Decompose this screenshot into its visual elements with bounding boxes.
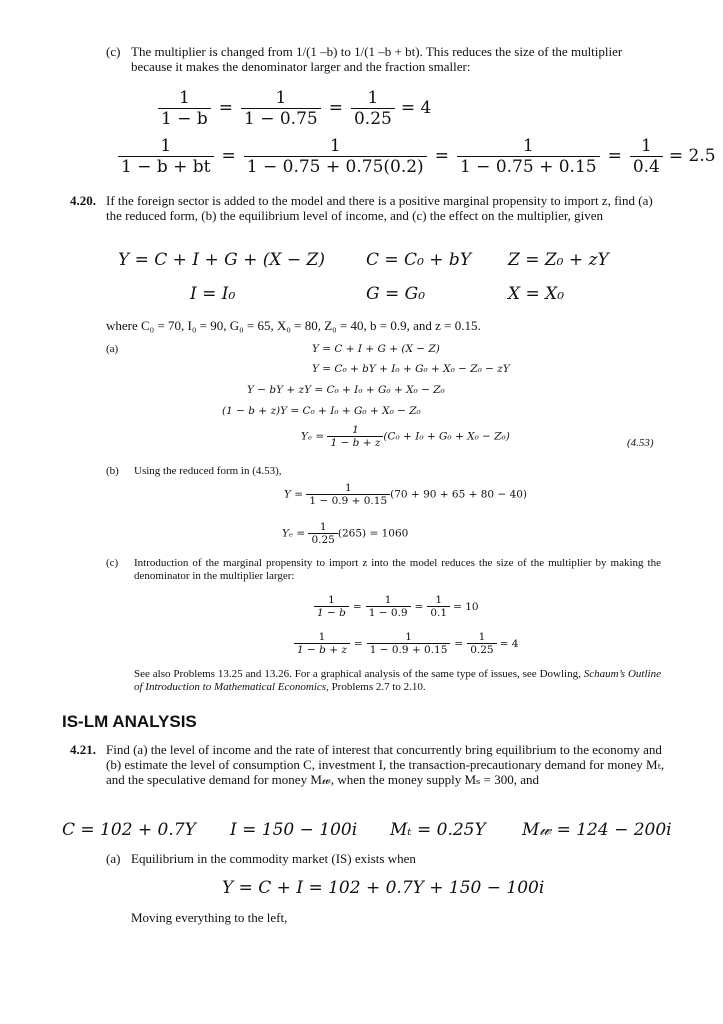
reduced-form-eq: Yₑ = $\frac{1}{1 - b + z}$ (C₀ + I₀ + G₀ + X₀ − Z₀): [301, 424, 510, 449]
model-eq-z: Z = Z₀ + zY: [508, 250, 609, 270]
multiplier-eq-2: $\frac{1}{1 - b + bt}$ = $\frac{1}{1 - 0.75 + 0.75(0.2)}$ = $\frac{1}{1 - 0.75 + 0.15}$ = $\frac{1}{0.4}$ = 2.5: [118, 136, 716, 177]
part-a-text: Equilibrium in the commodity market (IS) exists when: [131, 851, 416, 866]
model-eq-c: C = C₀ + bY: [366, 250, 472, 270]
consumption-eq: C = 102 + 0.7Y: [62, 820, 196, 840]
problem-4-20: [70, 193, 670, 223]
model-eq-y: Y = C + I + G + (X − Z): [118, 250, 325, 270]
derivation-line-4: (1 − b + z)Y = C₀ + I₀ + G₀ + X₀ − Z₀: [222, 405, 421, 417]
part-a-label: (a): [106, 851, 121, 866]
income-eq: Y = $\frac{1}{1 - 0.9 + 0.15}$ (70 + 90 + 65 + 80 − 40): [284, 482, 528, 507]
speculative-demand-eq: M𝓌 = 124 − 200i: [522, 820, 672, 840]
multiplier-eq-1: $\frac{1}{1 - b}$ = $\frac{1}{1 - 0.75}$ = $\frac{1}{0.25}$ = 4: [158, 88, 431, 129]
derivation-line-1: Y = C + I + G + (X − Z): [312, 343, 440, 355]
multiplier-compare-eq-1: $\frac{1}{1 - b}$ = $\frac{1}{1 - 0.9}$ = $\frac{1}{0.1}$ = 10: [314, 594, 479, 619]
investment-eq: I = 150 − 100i: [230, 820, 358, 840]
part-c-text: Introduction of the marginal propensity to import z into the model reduces the size of the multiplier by making the denominator in the multiplier larger:: [134, 557, 661, 582]
model-eq-g: G = G₀: [366, 284, 426, 304]
see-also-note: See also Problems 13.25 and 13.26. For a graphical analysis of the same type of issues, see Dowling, Schaum’s Outline of Introduction to Mathematical Economics, Problems 2.7 to 2.10.: [134, 668, 661, 693]
problem-number: 4.21.: [70, 742, 96, 757]
section-heading: IS-LM ANALYSIS: [62, 712, 197, 731]
is-equation: Y = C + I = 102 + 0.7Y + 150 − 100i: [222, 878, 545, 898]
part-c-top-text: The multiplier is changed from 1/(1 –b) to 1/(1 –b + bt). This reduces the size of the multiplier because it makes the denominator larger and the fraction smaller:: [131, 44, 623, 74]
multiplier-compare-eq-2: $\frac{1}{1 - b + z}$ = $\frac{1}{1 - 0.9 + 0.15}$ = $\frac{1}{0.25}$ = 4: [294, 631, 518, 656]
part-c-top: [106, 44, 666, 74]
transaction-demand-eq: Mₜ = 0.25Y: [390, 820, 486, 840]
part-c-label: (c): [106, 557, 119, 569]
derivation-line-3: Y − bY + zY = C₀ + I₀ + G₀ + X₀ − Z₀: [247, 384, 445, 396]
derivation-line-2: Y = C₀ + bY + I₀ + G₀ + X₀ − Z₀ − zY: [312, 363, 510, 375]
problem-text: Find (a) the level of income and the rate of interest that concurrently bring equilibrium to the economy and (b) estimate the level of consumption C, investment I, the transaction-precautionary demand for money Mₜ, and the speculative demand for money M𝓌, when the money supply Mₛ = 300, and: [106, 742, 665, 787]
part-a-label: (a): [106, 343, 119, 355]
equilibrium-income-eq: Yₑ = $\frac{1}{0.25}$ (265) = 1060: [282, 521, 409, 546]
moving-text: Moving everything to the left,: [131, 910, 288, 925]
model-eq-i: I = I₀: [190, 284, 236, 304]
part-b-label: (b): [106, 465, 119, 477]
problem-number: 4.20.: [70, 193, 96, 208]
where-values: where C₀ = 70, I₀ = 90, G₀ = 65, X₀ = 80, Z₀ = 40, b = 0.9, and z = 0.15.: [106, 318, 481, 333]
part-c: [106, 557, 661, 583]
part-label: (c): [106, 44, 121, 59]
problem-text: If the foreign sector is added to the model and there is a positive marginal propensity to import z, find (a) the reduced form, (b) the equilibrium level of income, and (c) the effect on the multiplier, given: [106, 193, 653, 223]
equation-tag: (4.53): [627, 437, 654, 449]
part-b-text: Using the reduced form in (4.53),: [134, 465, 282, 477]
model-eq-x: X = X₀: [508, 284, 565, 304]
problem-4-21: [70, 742, 670, 787]
